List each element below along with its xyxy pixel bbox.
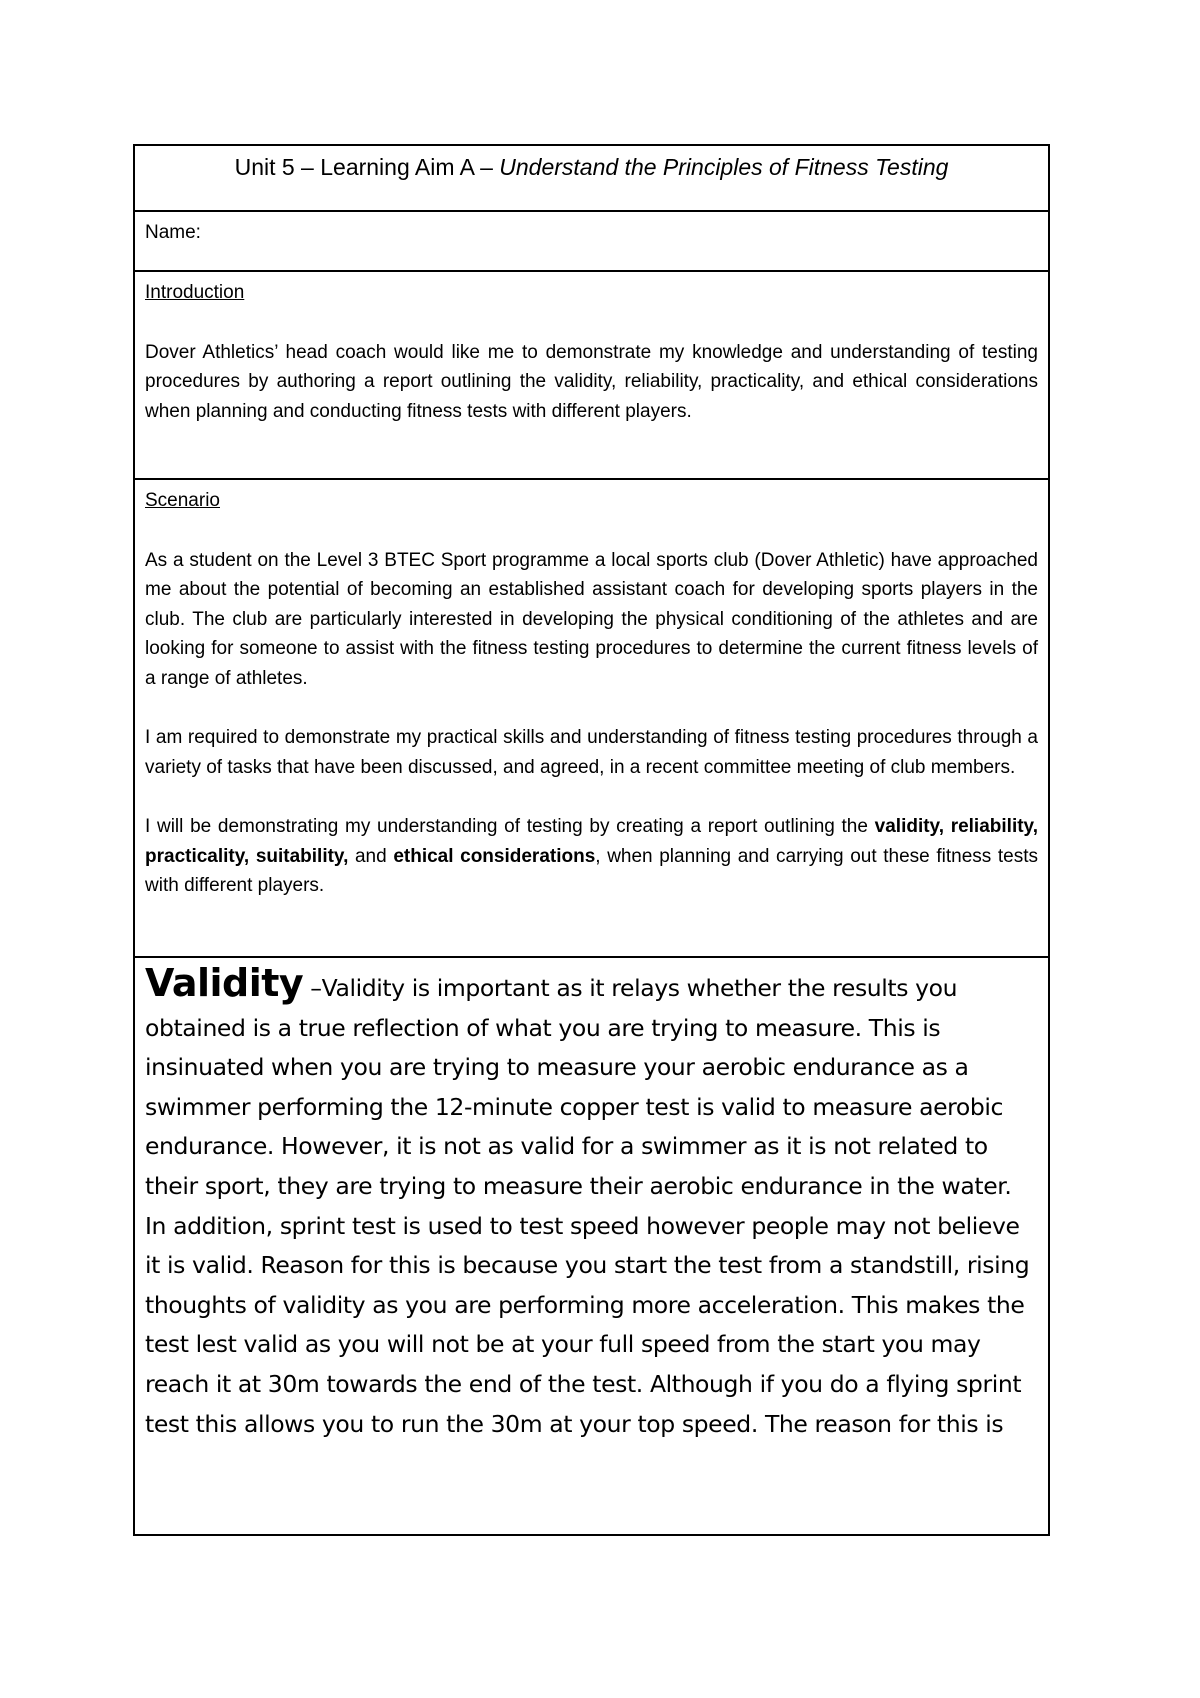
validity-paragraph-2: In addition, sprint test is used to test speed however people may not believe it is valid. Reason for this is because you start the test from a standstill, rising thoughts of validity as you are performing more acceleration. This makes the test lest valid as you will not be at your full speed from the start you may reach it at 30m towards the end of the test. Although if you do a flying sprint test this allows you to run the 30m at your top speed. The reason for this is	[145, 1211, 1030, 1438]
scenario-p3-start: I will be demonstrating my understanding of testing by creating a report outlining the	[145, 816, 875, 837]
validity-text-1: Validity is important as it relays whether the results you obtained is a true reflection of what you are trying to measure. This is insinuated when you are trying to measure your aerobic endurance as a swimmer performing the 12-minute copper test is valid to measure aerobic endurance. However, it is not as valid for a swimmer as it is not related to their sport, they are trying to measure their aerobic endurance in the water.	[145, 974, 1012, 1200]
aim-title: Understand the Principles of Fitness Testing	[499, 154, 949, 180]
scenario-section	[135, 480, 1048, 958]
scenario-paragraph-3	[145, 812, 1038, 901]
assignment-table	[133, 144, 1050, 1536]
validity-paragraph-1	[145, 961, 1038, 1207]
scenario-p3-bold-criteria: validity, reliability, practicality, suitability,	[145, 816, 1038, 867]
validity-title: Validity	[145, 961, 304, 1005]
introduction-text: Dover Athletics’ head coach would like me to demonstrate my knowledge and understanding of testing procedures by authoring a report outlining the validity, reliability, practicality, and ethical considerations when planning and conducting fitness tests with different players.	[145, 341, 1038, 422]
scenario-paragraph-1: As a student on the Level 3 BTEC Sport programme a local sports club (Dover Athletic) have approached me about the potential of becoming an established assistant coach for developing sports players in the club. The club are particularly interested in developing the physical conditioning of the athletes and are looking for someone to assist with the fitness testing procedures to determine the current fitness levels of a range of athletes.	[145, 549, 1038, 689]
validity-section	[135, 958, 1048, 1534]
unit-label: Unit 5 – Learning Aim A –	[234, 154, 500, 180]
title-row	[135, 146, 1048, 212]
validity-dash: –	[303, 974, 322, 1002]
scenario-paragraph-2: I am required to demonstrate my practical skills and understanding of fitness testing procedures through a variety of tasks that have been discussed, and agreed, in a recent committee meeting of club members.	[145, 727, 1038, 778]
name-label: Name:	[145, 222, 201, 243]
scenario-heading: Scenario	[145, 490, 220, 511]
introduction-heading: Introduction	[145, 282, 245, 303]
scenario-p3-bold-ethical: ethical considerations	[393, 845, 596, 867]
name-row	[135, 212, 1048, 272]
scenario-p3-and: and	[348, 845, 394, 867]
introduction-section	[135, 272, 1048, 480]
scenario-p3-end: , when planning and carrying out these fitness tests with different players.	[145, 845, 1039, 896]
